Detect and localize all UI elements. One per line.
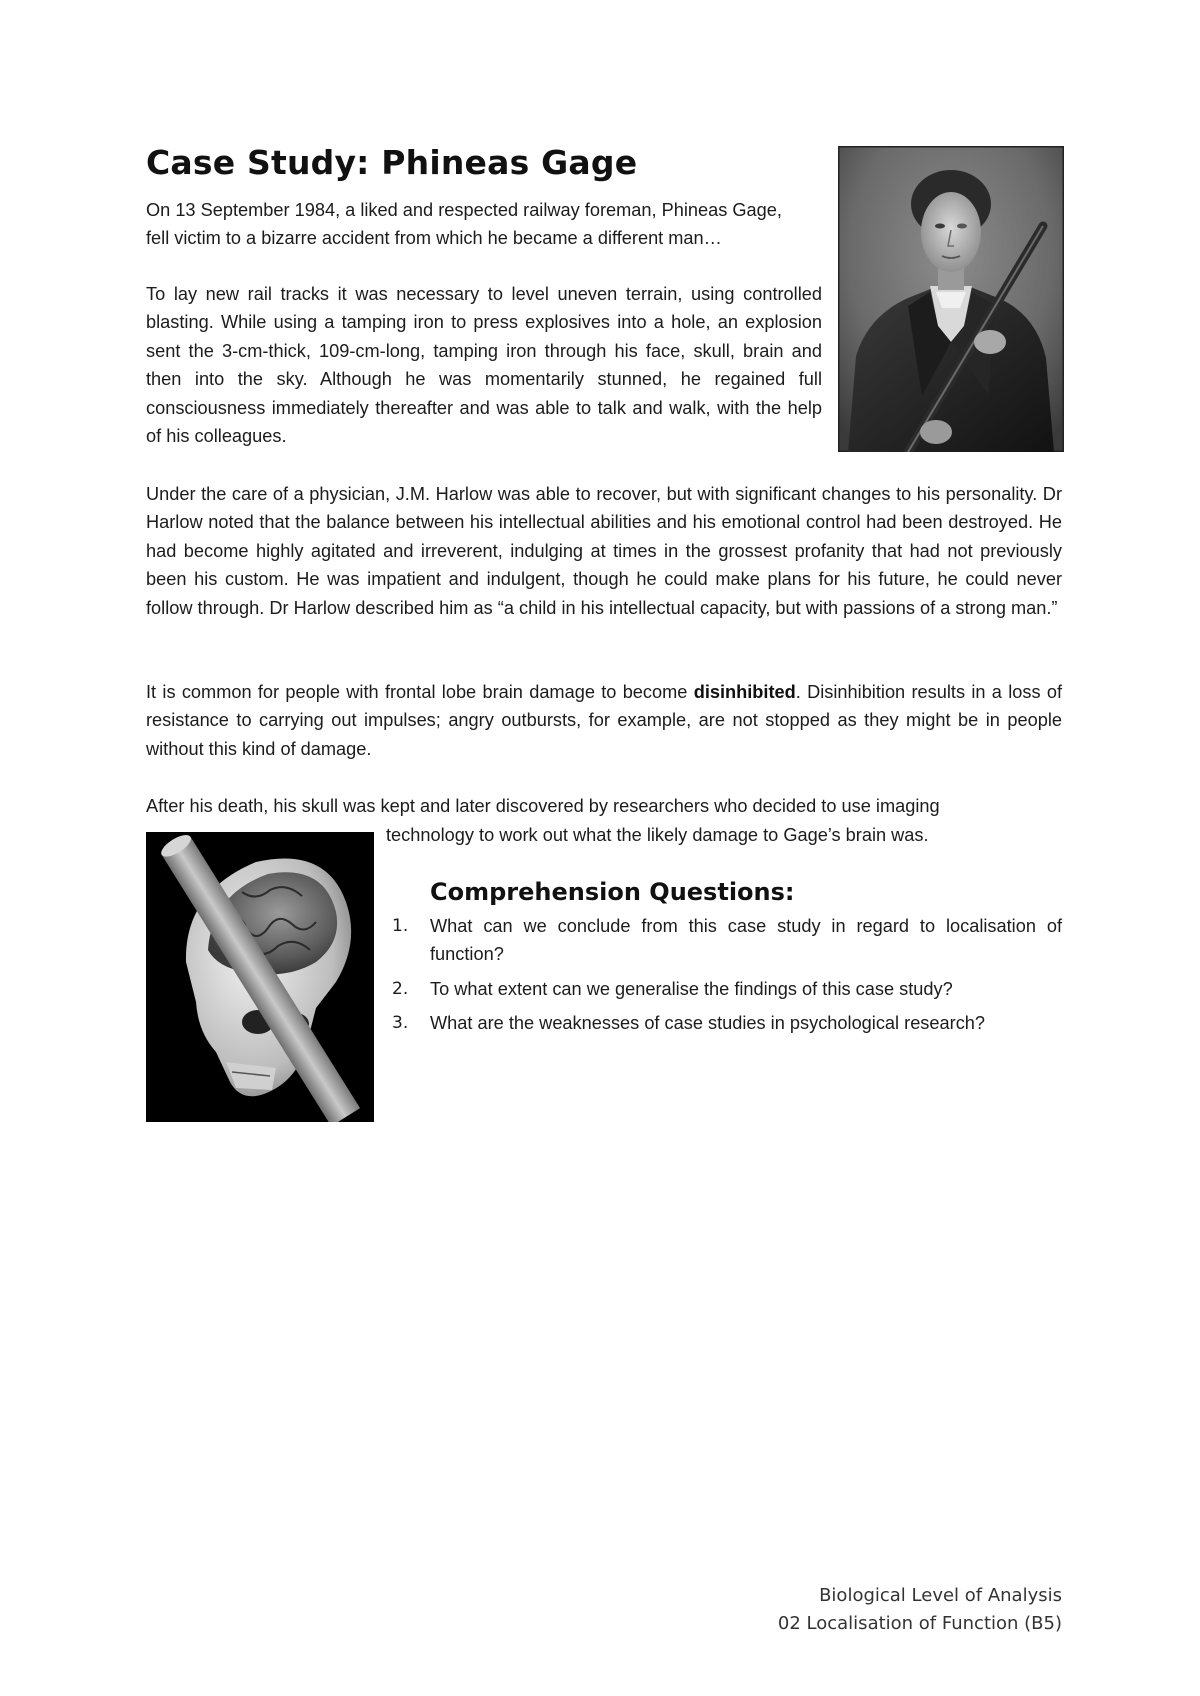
comprehension-title: Comprehension Questions: [430, 878, 795, 906]
footer-line-1: Biological Level of Analysis [819, 1585, 1062, 1606]
question-number: 1. [392, 916, 409, 936]
disinhibition-text-before: It is common for people with frontal lobe brain damage to become [146, 682, 694, 702]
intro-line-1: On 13 September 1984, a liked and respected railway foreman, Phineas Gage, [146, 200, 782, 220]
disinhibited-term: disinhibited [693, 682, 796, 702]
question-number: 2. [392, 978, 409, 999]
after-death-line-1: After his death, his skull was kept and later discovered by researchers who decided to use imaging [146, 796, 940, 816]
footer-line-2: 02 Localisation of Function (B5) [777, 1613, 1062, 1634]
harlow-paragraph: Under the care of a physician, J.M. Harlow was able to recover, but with significant changes to his personality. Dr Harlow noted that the balance between his intellectual abilities and his emotional control had been destroyed. He had become highly agitated and irreverent, indulging at times in the grossest profanity that had not previously been his custom. He was impatient and indulgent, though he could make plans for his future, he could never follow through. Dr Harlow described him as “a child in his intellectual capacity, but with passions of a strong man.” [146, 484, 1062, 618]
page-footer [778, 1582, 1062, 1638]
question-text: To what extent can we generalise the findings of this case study? [430, 978, 953, 999]
question-text: What are the weaknesses of case studies in psychological research? [430, 1013, 986, 1034]
intro-line-2: fell victim to a bizarre accident from which he became a different man… [146, 228, 722, 249]
question-number: 3. [392, 1013, 409, 1034]
portrait-photo [838, 146, 1064, 452]
question-item [392, 975, 1062, 1003]
page-title: Case Study: Phineas Gage [146, 143, 638, 182]
accident-paragraph: To lay new rail tracks it was necessary to level uneven terrain, using controlled blasting. While using a tamping iron to press explosives into a hole, an explosion sent the 3-cm-thick, 109-cm-long, tamping iron through his face, skull, brain and then into the sky. Although he was momentarily stunned, he regained full consciousness immediately thereafter and was able to talk and walk, with the help of his colleagues. [146, 284, 822, 447]
skull-reconstruction-image [146, 832, 374, 1122]
disinhibition-text-after: . Disinhibition results in a loss of resistance to carrying out impulses; angry outbursts, for example, are not stopped as they might be in people without this kind of damage. [146, 682, 1063, 759]
question-item [392, 1009, 1062, 1037]
intro-paragraph [146, 196, 822, 253]
disinhibition-paragraph [146, 678, 1062, 763]
comprehension-questions-list [392, 912, 1062, 1044]
question-item [392, 912, 1062, 969]
question-text: What can we conclude from this case study in regard to localisation of function? [430, 916, 1062, 965]
after-death-line-2: technology to work out what the likely damage to Gage’s brain was. [386, 825, 929, 845]
